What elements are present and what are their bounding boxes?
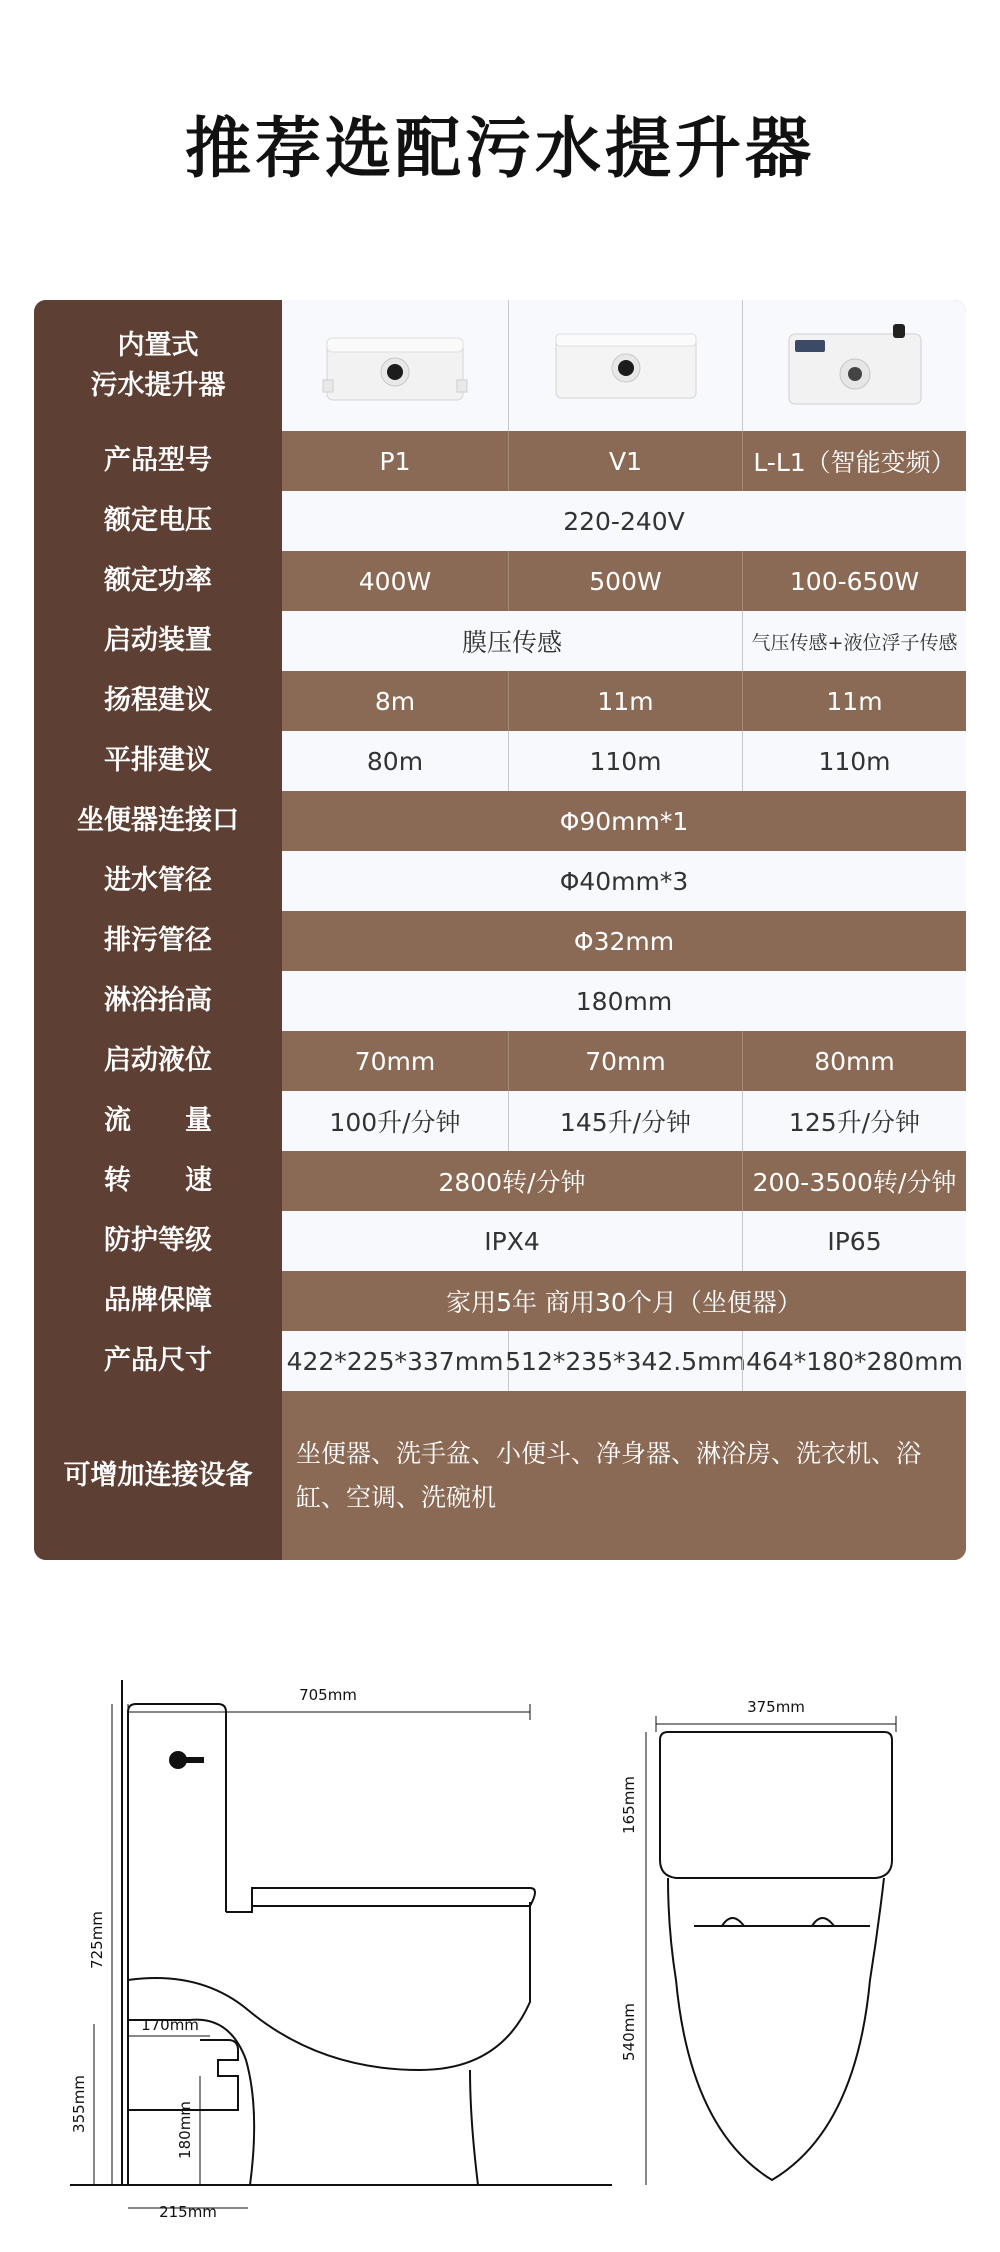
table-cell: 坐便器、洗手盆、小便斗、净身器、淋浴房、洗衣机、浴缸、空调、洗碗机 — [296, 1438, 922, 1512]
table-row-warranty — [34, 1271, 966, 1331]
table-cell: 512*235*342.5mm — [508, 1331, 742, 1391]
toilet-dimension-diagram — [0, 1640, 1000, 2220]
table-cell: 11m — [508, 671, 742, 731]
table-row-header — [34, 300, 966, 431]
page-title: 推荐选配污水提升器 — [185, 110, 815, 187]
table-row-power — [34, 551, 966, 611]
row-label: 流 量 — [34, 1091, 282, 1151]
row-label: 进水管径 — [34, 851, 282, 911]
table-row-flow — [34, 1091, 966, 1151]
table-cell: 膜压传感 — [461, 628, 562, 657]
row-label: 坐便器连接口 — [34, 791, 282, 851]
bowl-height-dimension: 540mm — [620, 2003, 638, 2061]
table-cell: 11m — [742, 671, 966, 731]
table-cell: 110m — [508, 731, 742, 791]
table-row-horizontal — [34, 731, 966, 791]
front-width-dimension: 375mm — [747, 1698, 805, 1716]
table-cell: 500W — [508, 551, 742, 611]
table-cell: IPX4 — [484, 1226, 540, 1256]
table-row-shower — [34, 971, 966, 1031]
product-image-v1 — [508, 300, 742, 431]
table-cell: 400W — [358, 566, 432, 596]
row-label: 启动液位 — [34, 1031, 282, 1091]
pump-box-display-icon — [775, 320, 935, 412]
table-row-starter — [34, 611, 966, 671]
table-cell: IP65 — [742, 1211, 966, 1271]
width-dimension: 705mm — [299, 1686, 357, 1704]
table-cell: 气压传感+液位浮子传感 — [742, 611, 966, 671]
table-row-voltage — [34, 491, 966, 551]
table-cell: 220-240V — [563, 506, 685, 536]
height-dimension: 725mm — [88, 1911, 106, 1969]
table-row-toilet-port — [34, 791, 966, 851]
row-label: 排污管径 — [34, 911, 282, 971]
table-cell: 200-3500转/分钟 — [742, 1151, 966, 1211]
table-cell: V1 — [508, 431, 742, 491]
table-cell: 100-650W — [742, 551, 966, 611]
row-label: 可增加连接设备 — [34, 1391, 282, 1560]
base-depth-dimension: 215mm — [159, 2203, 217, 2220]
row-label: 额定电压 — [34, 491, 282, 551]
row-label: 转 速 — [34, 1151, 282, 1211]
table-cell: 70mm — [354, 1046, 436, 1076]
table-cell: 8m — [374, 686, 416, 716]
toilet-bowl-outline — [128, 1902, 530, 2070]
row-label-header: 内置式 污水提升器 — [34, 300, 282, 431]
table-cell: 2800转/分钟 — [438, 1168, 586, 1197]
seat-height-dimension: 355mm — [70, 2075, 88, 2133]
table-row-devices — [34, 1391, 966, 1560]
table-row-start-level — [34, 1031, 966, 1091]
tank-height-dimension: 165mm — [620, 1776, 638, 1834]
row-label: 品牌保障 — [34, 1271, 282, 1331]
table-row-lift — [34, 671, 966, 731]
product-image-l-l1 — [742, 300, 966, 431]
table-cell: P1 — [379, 446, 411, 476]
row-label: 启动装置 — [34, 611, 282, 671]
table-cell: 145升/分钟 — [508, 1091, 742, 1151]
table-cell: 180mm — [575, 986, 673, 1016]
product-image-p1 — [282, 300, 508, 431]
outlet-height-dimension: 180mm — [176, 2101, 194, 2159]
table-cell: 家用5年 商用30个月（坐便器） — [446, 1288, 802, 1317]
row-label: 防护等级 — [34, 1211, 282, 1271]
table-cell: 100升/分钟 — [329, 1108, 461, 1137]
table-row-size — [34, 1331, 966, 1391]
table-cell: Φ32mm — [573, 926, 675, 956]
row-label: 产品型号 — [34, 431, 282, 491]
row-label: 额定功率 — [34, 551, 282, 611]
pump-box-icon — [315, 320, 475, 412]
table-cell: 464*180*280mm — [742, 1331, 966, 1391]
row-label: 淋浴抬高 — [34, 971, 282, 1031]
row-label: 产品尺寸 — [34, 1331, 282, 1391]
toilet-tank-outline — [128, 1704, 226, 1912]
row-label: 扬程建议 — [34, 671, 282, 731]
table-cell: 110m — [742, 731, 966, 791]
table-row-model — [34, 431, 966, 491]
table-cell: 80m — [366, 746, 424, 776]
table-cell: 422*225*337mm — [286, 1346, 504, 1376]
table-row-protection — [34, 1211, 966, 1271]
table-row-outlet — [34, 911, 966, 971]
outlet-offset-dimension: 170mm — [141, 2016, 199, 2034]
table-row-speed — [34, 1151, 966, 1211]
row-label: 平排建议 — [34, 731, 282, 791]
flush-button-icon — [169, 1751, 204, 1769]
table-cell: Φ90mm*1 — [559, 806, 689, 836]
table-cell: 125升/分钟 — [742, 1091, 966, 1151]
table-row-inlet — [34, 851, 966, 911]
table-cell: 70mm — [508, 1031, 742, 1091]
pump-box-icon — [546, 320, 706, 412]
table-cell: L-L1（智能变频） — [742, 431, 966, 491]
table-cell: 80mm — [742, 1031, 966, 1091]
spec-table — [34, 300, 966, 1560]
toilet-front-view — [660, 1732, 892, 2180]
table-cell: Φ40mm*3 — [559, 866, 689, 896]
